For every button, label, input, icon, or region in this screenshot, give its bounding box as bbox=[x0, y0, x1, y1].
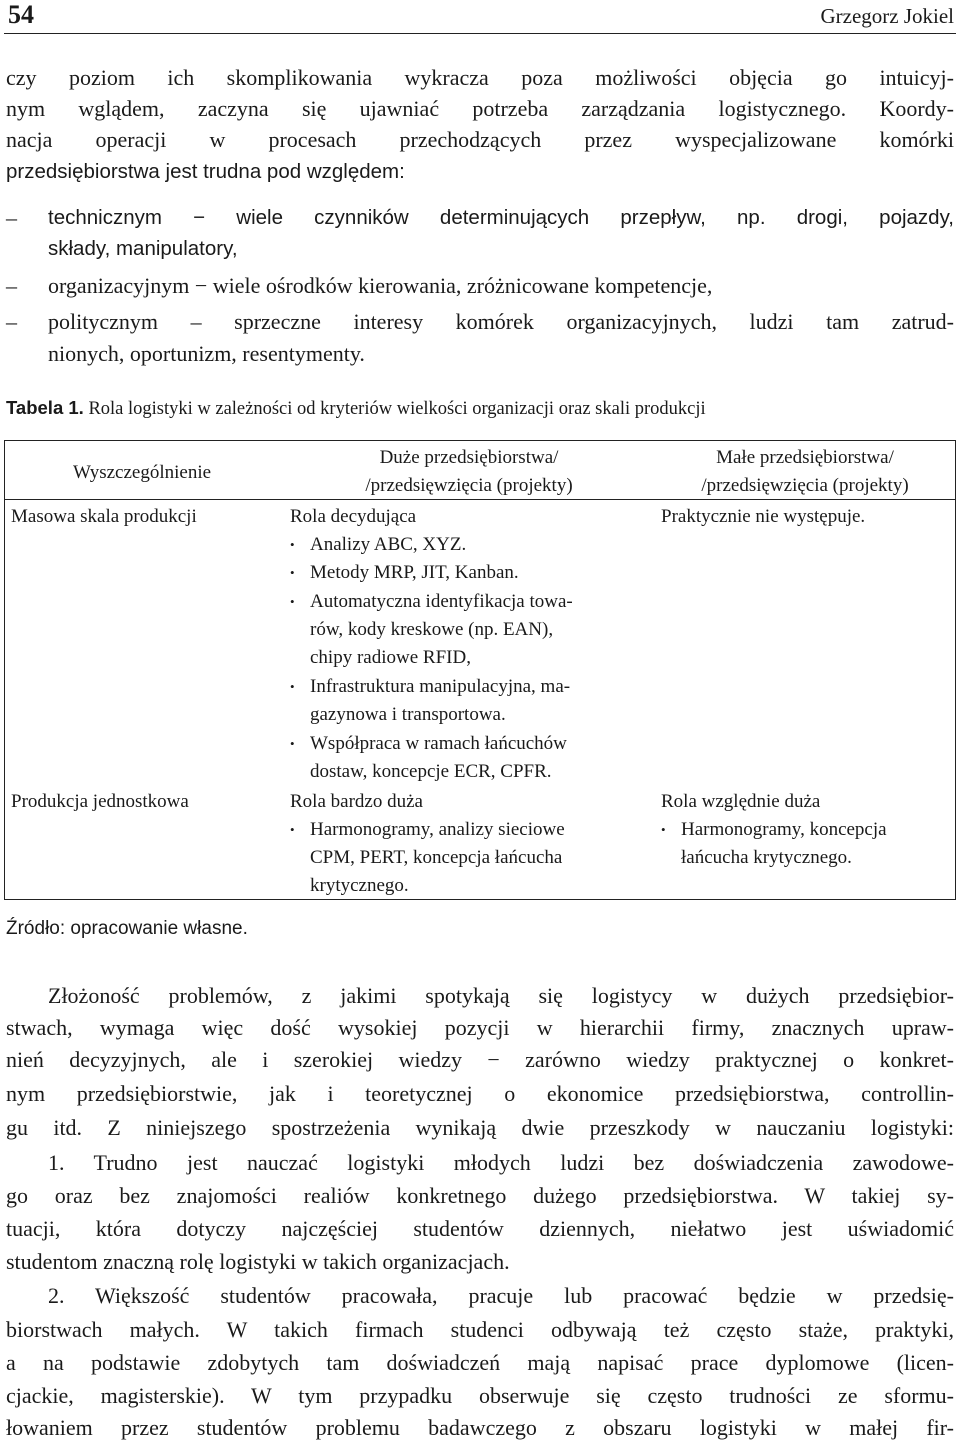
item-supply-chain-line-1: Współpraca w ramach łańcuchów bbox=[310, 733, 567, 754]
body-line-2: stwach, wymaga więc dość wysokiej pozycji w hierarchii firmy, znacznych upraw- bbox=[6, 1015, 954, 1040]
bullet-dot: • bbox=[290, 736, 295, 751]
body-line-10: 2. Większość studentów pracowała, pracuje lub pracować będzie w przedsię- bbox=[48, 1283, 954, 1308]
body-line-11: biorstwach małych. W takich firmach studenci odbywają też często staże, praktyki, bbox=[6, 1317, 954, 1342]
bullet-dot: • bbox=[290, 822, 295, 837]
page-header bbox=[4, 0, 956, 34]
row-unit-production-label: Produkcja jednostkowa bbox=[11, 791, 189, 812]
body-line-5: gu itd. Z niniejszego spostrzeżenia wynikają dwie przeszkody w nauczaniu logistyki: bbox=[6, 1115, 954, 1140]
body-line-7: go oraz bez znajomości realiów konkretnego dużego przedsiębiorstwa. W takiej sy- bbox=[6, 1183, 954, 1208]
intro-line-2: nym wglądem, zaczyna się ujawniać potrzeba zarządzania logistycznego. Koordy- bbox=[6, 96, 954, 121]
row-unit-large-title: Rola bardzo duża bbox=[290, 791, 423, 812]
item-infra-line-2: gazynowa i transportowa. bbox=[310, 704, 506, 725]
body-line-14: łowaniem przez studentów problemu badawczego z obszaru logistyki w małej fir- bbox=[6, 1415, 954, 1440]
table-header-spec: Wyszczególnienie bbox=[72, 462, 212, 483]
row-mass-large-title: Rola decydująca bbox=[290, 506, 417, 527]
item-auto-id-line-3: chipy radiowe RFID, bbox=[310, 647, 471, 668]
body-line-12: a na podstawie zdobytych tam doświadczeń mają napisać prace dyplomowe (licen- bbox=[6, 1350, 954, 1375]
body-line-6: 1. Trudno jest nauczać logistyki młodych ludzi bez doświadczenia zawodowe- bbox=[48, 1150, 954, 1175]
table-caption bbox=[6, 397, 706, 420]
body-line-3: nień decyzyjnych, ale i szerokiej wiedzy − zarówno wiedzy praktycznej o konkret- bbox=[6, 1047, 954, 1072]
table-caption-text: Rola logistyki w zależności od kryteriów wielkości organizacji oraz skali produkcji bbox=[83, 399, 706, 419]
body-line-9: studentom znaczną rolę logistyki w takich organizacjach. bbox=[6, 1249, 510, 1274]
body-line-1: Złożoność problemów, z jakimi spotykają się logistycy w dużych przedsiębior- bbox=[48, 983, 954, 1008]
bullet-political-line-2: nionych, oportunizm, resentymenty. bbox=[48, 341, 365, 366]
bullet-dot: • bbox=[290, 537, 295, 552]
intro-line-3: nacja operacji w procesach przechodzących przez wyspecjalizowane komórki bbox=[6, 127, 954, 152]
row-unit-small-title: Rola względnie duża bbox=[661, 791, 821, 812]
item-small-schedules-line-2: łańcucha krytycznego. bbox=[681, 847, 852, 868]
intro-line-4: przedsiębiorstwa jest trudna pod względem: bbox=[6, 160, 405, 183]
bullet-dot: • bbox=[661, 822, 666, 837]
row-mass-production-label: Masowa skala produkcji bbox=[11, 506, 197, 527]
item-auto-id-line-1: Automatyczna identyfikacja towa- bbox=[310, 591, 573, 612]
table-header-large-2: /przedsięwzięcia (projekty) bbox=[365, 475, 573, 496]
page-number: 54 bbox=[8, 0, 34, 29]
intro-line-1: czy poziom ich skomplikowania wykracza poza możliwości objęcia go intuicyj- bbox=[6, 65, 954, 90]
bullet-political-line-1: politycznym – sprzeczne interesy komórek organizacyjnych, ludzi tam zatrud- bbox=[48, 309, 954, 334]
body-line-4: nym przedsiębiorstwie, jak i teoretycznej o ekonomice przedsiębiorstwa, controllin- bbox=[6, 1081, 954, 1106]
table-source: Źródło: opracowanie własne. bbox=[6, 918, 248, 939]
table-caption-label: Tabela 1. bbox=[6, 397, 84, 418]
body-line-13: cjackie, magisterskie). W tym przypadku obserwuje się często trudności ze sformu- bbox=[6, 1383, 954, 1408]
item-small-schedules-line-1: Harmonogramy, koncepcja bbox=[681, 819, 887, 840]
item-schedules-line-3: krytycznego. bbox=[310, 875, 409, 896]
body-line-8: tuacji, która dotyczy najczęściej studentów dziennych, niełatwo jest uświadomić bbox=[6, 1216, 954, 1241]
bullet-dot: • bbox=[290, 565, 295, 580]
item-schedules-line-1: Harmonogramy, analizy sieciowe bbox=[310, 819, 565, 840]
bullet-dot: • bbox=[290, 679, 295, 694]
item-mrp-jit: Metody MRP, JIT, Kanban. bbox=[310, 562, 519, 583]
item-abc-xyz: Analizy ABC, XYZ. bbox=[310, 534, 467, 555]
running-head-author: Grzegorz Jokiel bbox=[820, 4, 954, 28]
item-infra-line-1: Infrastruktura manipulacyjna, ma- bbox=[310, 676, 571, 697]
row-mass-small-title: Praktycznie nie występuje. bbox=[661, 506, 866, 527]
table-header-small-1: Małe przedsiębiorstwa/ bbox=[716, 447, 894, 468]
bullet-technical-line-1: technicznym − wiele czynników determinujących przepływ, np. drogi, pojazdy, bbox=[48, 206, 954, 229]
dash-2: – bbox=[6, 273, 17, 298]
item-schedules-line-2: CPM, PERT, koncepcja łańcucha bbox=[310, 847, 563, 868]
bullet-organizational-line-1: organizacyjnym − wiele ośrodków kierowania, zróżnicowane kompetencje, bbox=[48, 273, 713, 298]
table-header-large-1: Duże przedsiębiorstwa/ bbox=[379, 447, 559, 468]
table-header-small-2: /przedsięwzięcia (projekty) bbox=[701, 475, 909, 496]
dash-3: – bbox=[6, 309, 17, 334]
bullet-dot: • bbox=[290, 594, 295, 609]
item-supply-chain-line-2: dostaw, koncepcje ECR, CPFR. bbox=[310, 761, 552, 782]
dash-1: – bbox=[6, 205, 17, 230]
item-auto-id-line-2: rów, kody kreskowe (np. EAN), bbox=[310, 619, 554, 640]
bullet-technical-line-2: składy, manipulatory, bbox=[48, 237, 238, 260]
